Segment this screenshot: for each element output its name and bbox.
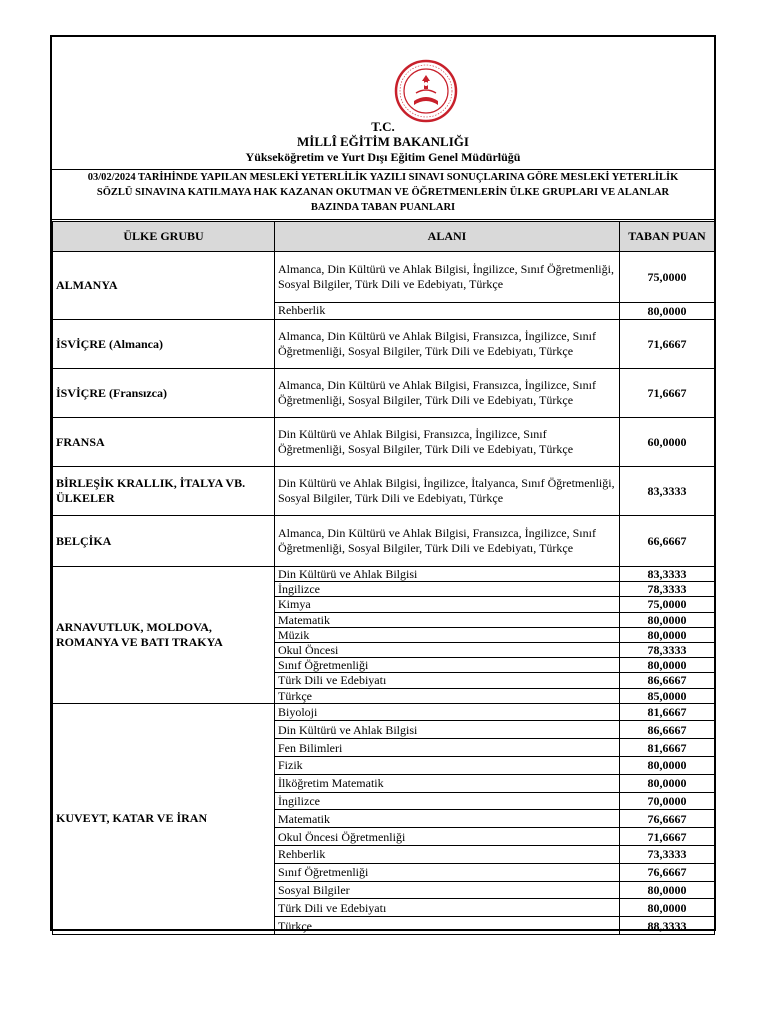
field-cell: Matematik [275, 612, 620, 627]
score-cell: 81,6667 [620, 739, 715, 757]
table-row [53, 567, 715, 582]
subtitle-line-3: BAZINDA TABAN PUANLARI [310, 202, 456, 213]
ministry-name: MİLLÎ EĞİTİM BAKANLIĞI [297, 134, 469, 149]
score-cell: 86,6667 [620, 673, 715, 688]
field-cell: Türk Dili ve Edebiyatı [275, 673, 620, 688]
field-cell: Almanca, Din Kültürü ve Ahlak Bilgisi, Fransızca, İngilizce, Sınıf Öğretmenliği, Sosyal Bilgiler, Türk Dili ve Edebiyatı, Türkçe [275, 369, 620, 418]
subtitle-line-2: SÖZLÜ SINAVINA KATILMAYA HAK KAZANAN OKUTMAN VE ÖĞRETMENLERİN ÜLKE GRUPLARI VE ALANLAR [96, 187, 670, 198]
score-cell: 71,6667 [620, 320, 715, 369]
field-cell: Almanca, Din Kültürü ve Ahlak Bilgisi, İngilizce, Sınıf Öğretmenliği, Sosyal Bilgiler, Türk Dili ve Edebiyatı, Türkçe [275, 252, 620, 303]
field-cell: Türkçe [275, 917, 620, 935]
field-cell: Fen Bilimleri [275, 739, 620, 757]
field-cell: Almanca, Din Kültürü ve Ahlak Bilgisi, Fransızca, İngilizce, Sınıf Öğretmenliği, Sosyal Bilgiler, Türk Dili ve Edebiyatı, Türkçe [275, 516, 620, 567]
table-row [53, 252, 715, 303]
table-row [53, 418, 715, 467]
field-cell: İngilizce [275, 582, 620, 597]
country-group-cell: İSVİÇRE (Almanca) [53, 320, 275, 369]
field-cell: İlköğretim Matematik [275, 774, 620, 792]
field-cell: Türk Dili ve Edebiyatı [275, 899, 620, 917]
score-cell: 60,0000 [620, 418, 715, 467]
score-cell: 71,6667 [620, 828, 715, 846]
score-cell: 85,0000 [620, 688, 715, 703]
field-cell: Kimya [275, 597, 620, 612]
score-cell: 80,0000 [620, 303, 715, 320]
score-cell: 88,3333 [620, 917, 715, 935]
score-cell: 66,6667 [620, 516, 715, 567]
score-cell: 78,3333 [620, 582, 715, 597]
field-cell: Sınıf Öğretmenliği [275, 658, 620, 673]
field-cell: Matematik [275, 810, 620, 828]
header-line-1: T.C. [371, 119, 395, 134]
field-cell: Almanca, Din Kültürü ve Ahlak Bilgisi, Fransızca, İngilizce, Sınıf Öğretmenliği, Sosyal Bilgiler, Türk Dili ve Edebiyatı, Türkçe [275, 320, 620, 369]
table-header-row [53, 222, 715, 252]
country-group-cell: ALMANYA [53, 252, 275, 320]
field-cell: Rehberlik [275, 303, 620, 320]
score-cell: 80,0000 [620, 757, 715, 775]
country-group-cell: FRANSA [53, 418, 275, 467]
score-cell: 75,0000 [620, 597, 715, 612]
score-cell: 73,3333 [620, 846, 715, 864]
score-cell: 83,3333 [620, 567, 715, 582]
field-cell: Din Kültürü ve Ahlak Bilgisi [275, 567, 620, 582]
directorate-name: Yükseköğretim ve Yurt Dışı Eğitim Genel Müdürlüğü [245, 150, 521, 164]
score-cell: 70,0000 [620, 792, 715, 810]
table-row [53, 467, 715, 516]
score-cell: 80,0000 [620, 658, 715, 673]
field-cell: Müzik [275, 627, 620, 642]
field-cell: Türkçe [275, 688, 620, 703]
field-cell: Din Kültürü ve Ahlak Bilgisi, İngilizce, İtalyanca, Sınıf Öğretmenliği, Sosyal Bilgiler, Türk Dili ve Edebiyatı, Türkçe [275, 467, 620, 516]
score-cell: 81,6667 [620, 703, 715, 721]
header-field: ALANI [275, 222, 620, 252]
country-group-cell: İSVİÇRE (Fransızca) [53, 369, 275, 418]
country-group-cell: BELÇİKA [53, 516, 275, 567]
ministry-seal-icon [394, 59, 458, 123]
field-cell: Din Kültürü ve Ahlak Bilgisi, Fransızca, İngilizce, Sınıf Öğretmenliği, Sosyal Bilgiler, Türk Dili ve Edebiyatı, Türkçe [275, 418, 620, 467]
field-cell: Sosyal Bilgiler [275, 881, 620, 899]
score-table [52, 221, 715, 935]
score-cell: 86,6667 [620, 721, 715, 739]
field-cell: Rehberlik [275, 846, 620, 864]
document-page [50, 35, 716, 931]
table-body [53, 252, 715, 935]
field-cell: Okul Öncesi Öğretmenliği [275, 828, 620, 846]
score-cell: 80,0000 [620, 881, 715, 899]
score-cell: 76,6667 [620, 810, 715, 828]
table-row [53, 703, 715, 721]
field-cell: Sınıf Öğretmenliği [275, 863, 620, 881]
field-cell: Din Kültürü ve Ahlak Bilgisi [275, 721, 620, 739]
score-cell: 83,3333 [620, 467, 715, 516]
score-cell: 80,0000 [620, 899, 715, 917]
score-cell: 80,0000 [620, 627, 715, 642]
document-subtitle [52, 170, 714, 220]
subtitle-line-1: 03/02/2024 TARİHİNDE YAPILAN MESLEKİ YETERLİLİK YAZILI SINAVI SONUÇLARINA GÖRE MESLEKİ YETERLİLİK [87, 172, 679, 183]
score-cell: 76,6667 [620, 863, 715, 881]
field-cell: İngilizce [275, 792, 620, 810]
table-row [53, 516, 715, 567]
country-group-cell: BİRLEŞİK KRALLIK, İTALYA VB. ÜLKELER [53, 467, 275, 516]
document-header [52, 37, 714, 170]
score-cell: 80,0000 [620, 774, 715, 792]
field-cell: Okul Öncesi [275, 642, 620, 657]
country-group-cell: ARNAVUTLUK, MOLDOVA, ROMANYA VE BATI TRAKYA [53, 567, 275, 704]
score-cell: 78,3333 [620, 642, 715, 657]
score-cell: 71,6667 [620, 369, 715, 418]
table-row [53, 320, 715, 369]
header-country: ÜLKE GRUBU [53, 222, 275, 252]
field-cell: Fizik [275, 757, 620, 775]
header-score: TABAN PUAN [620, 222, 715, 252]
table-row [53, 369, 715, 418]
score-cell: 80,0000 [620, 612, 715, 627]
country-group-cell: KUVEYT, KATAR VE İRAN [53, 703, 275, 934]
field-cell: Biyoloji [275, 703, 620, 721]
score-cell: 75,0000 [620, 252, 715, 303]
